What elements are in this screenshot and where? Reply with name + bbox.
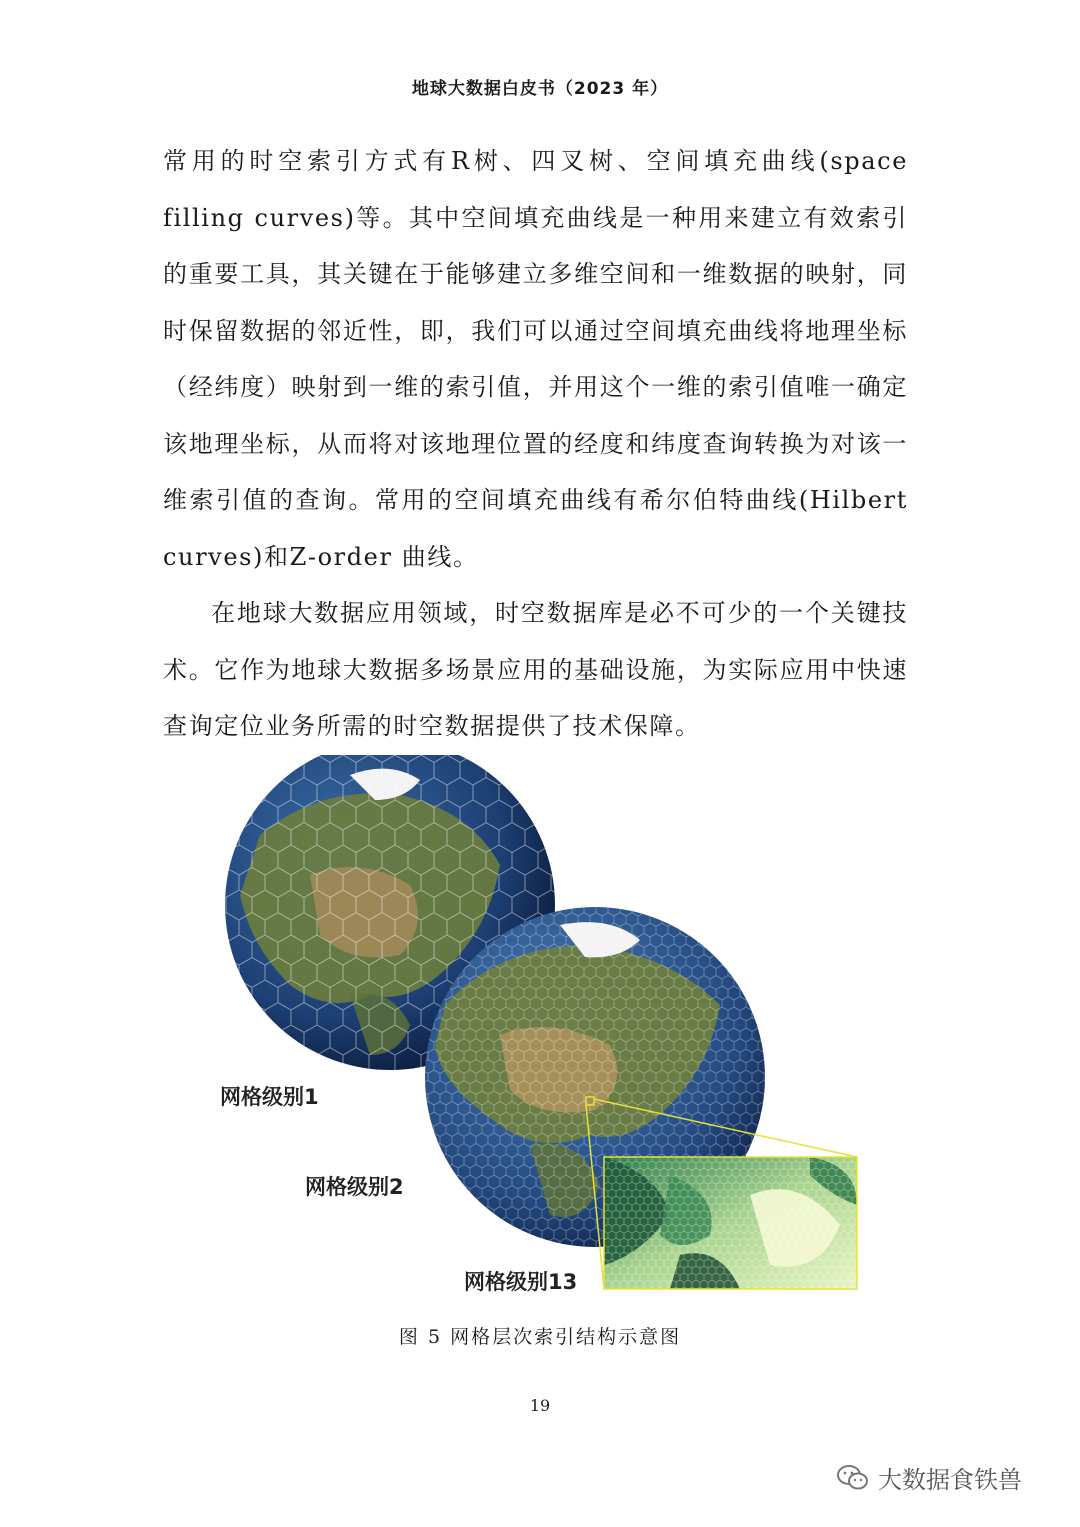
label-grid-level-1: 网格级别1 [220, 1085, 319, 1109]
wechat-icon [836, 1463, 870, 1493]
zoom-inset-level-13 [604, 1157, 857, 1289]
watermark-text: 大数据食铁兽 [878, 1466, 1022, 1494]
globe-illustration [200, 755, 880, 1300]
running-header: 地球大数据白皮书（2023 年） [411, 79, 669, 99]
grid-hierarchy-figure [200, 755, 880, 1300]
label-grid-level-2: 网格级别2 [305, 1175, 404, 1199]
body-text [163, 133, 908, 755]
watermark [836, 1460, 1022, 1495]
paragraph-2: 在地球大数据应用领域，时空数据库是必不可少的一个关键技术。它作为地球大数据多场景应用的基础设施，为实际应用中快速查询定位业务所需的时空数据提供了技术保障。 [163, 599, 908, 740]
label-grid-level-13: 网格级别13 [464, 1270, 578, 1294]
figure-caption: 图 5 网格层次索引结构示意图 [398, 1326, 682, 1348]
page-number: 19 [529, 1396, 551, 1415]
paragraph-1: 常用的时空索引方式有R树、四叉树、空间填充曲线(space filling curves)等。其中空间填充曲线是一种用来建立有效索引的重要工具，其关键在于能够建立多维空间和一维数据的映射，同时保留数据的邻近性，即，我们可以通过空间填充曲线将地理坐标（经纬度）映射到一维的索引值，并用这个一维的索引值唯一确定该地理坐标，从而将对该地理位置的经度和纬度查询转换为对该一维索引值的查询。常用的空间填充曲线有希尔伯特曲线(Hilbert curves)和Z-order 曲线。 [163, 147, 908, 571]
